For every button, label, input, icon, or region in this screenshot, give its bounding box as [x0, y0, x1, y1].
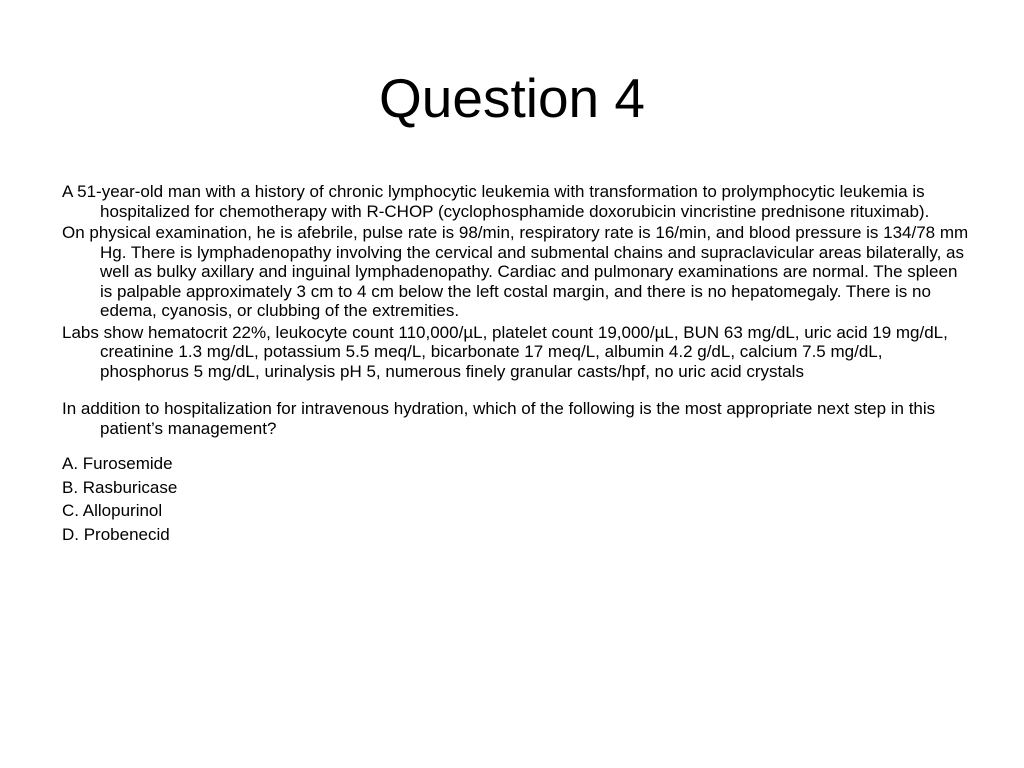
- slide-body: [62, 182, 972, 548]
- answer-options: [62, 454, 972, 544]
- physical-exam-paragraph: On physical examination, he is afebrile, pulse rate is 98/min, respiratory rate is 16/min, and blood pressure is 134/78 mm Hg. There is lymphadenopathy involving the cervical and submental chains and supraclavicular areas bilaterally, as well as bulky axillary and inguinal lymphadenopathy. Cardiac and pulmonary examinations are normal. The spleen is palpable approximately 3 cm to 4 cm below the left costal margin, and there is no hepatomegaly. There is no edema, cyanosis, or clubbing of the extremities.: [62, 223, 969, 320]
- answer-option-b: B. Rasburicase: [62, 477, 178, 497]
- answer-option-a: A. Furosemide: [62, 454, 173, 473]
- answer-option-d: D. Probenecid: [62, 524, 170, 544]
- slide-title: Question 4: [378, 67, 645, 129]
- case-history-paragraph: A 51-year-old man with a history of chronic lymphocytic leukemia with transformation to prolymphocytic leukemia is hospitalized for chemotherapy with R-CHOP (cyclophosphamide doxorubicin vincristine prednisone rituximab).: [62, 182, 930, 221]
- labs-paragraph: Labs show hematocrit 22%, leukocyte count 110,000/µL, platelet count 19,000/µL, BUN 63 mg/dL, uric acid 19 mg/dL, creatinine 1.3 mg/dL, potassium 5.5 meq/L, bicarbonate 17 meq/L, albumin 4.2 g/dL, calcium 7.5 mg/dL, phosphorus 5 mg/dL, urinalysis pH 5, numerous finely granular casts/hpf, no uric acid crystals: [62, 322, 948, 381]
- answer-option-c: C. Allopurinol: [62, 501, 163, 520]
- question-stem: In addition to hospitalization for intravenous hydration, which of the following is the most appropriate next step in this patient’s management?: [62, 399, 936, 438]
